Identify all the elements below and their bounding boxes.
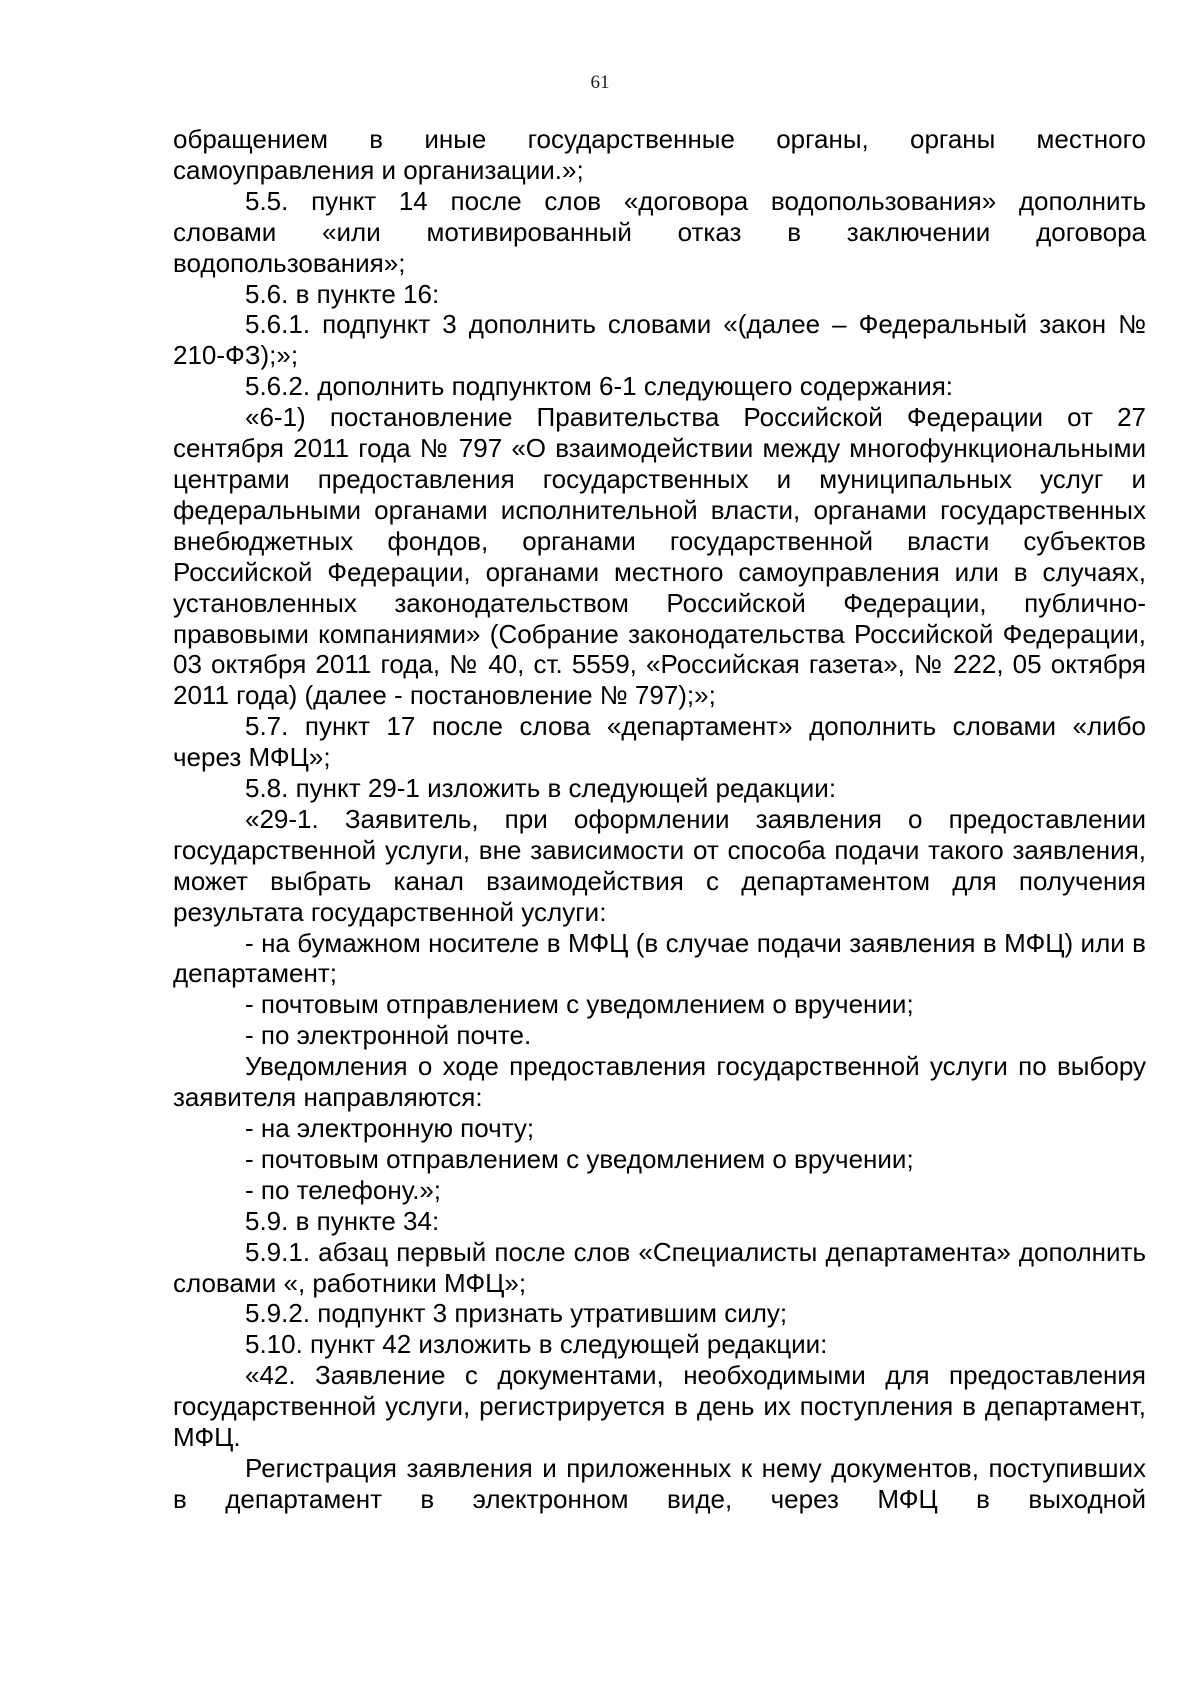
document-body xyxy=(173,124,1146,1515)
paragraph: «42. Заявление с документами, необходимыми для предоставления государственной услуги, регистрируется в день их поступления в департамент, МФЦ. xyxy=(173,1360,1146,1453)
paragraph: обращением в иные государственные органы, органы местного самоуправления и организации.»; xyxy=(173,124,1146,185)
paragraph: 5.8. пункт 29-1 изложить в следующей редакции: xyxy=(245,773,837,804)
paragraph: 5.9.2. подпункт 3 признать утратившим силу; xyxy=(245,1298,788,1329)
page-number: 61 xyxy=(590,72,610,93)
paragraph: - по электронной почте. xyxy=(245,1020,532,1051)
paragraph: - почтовым отправлением с уведомлением о вручении; xyxy=(245,989,914,1020)
paragraph: - на бумажном носителе в МФЦ (в случае подачи заявления в МФЦ) или в департамент; xyxy=(173,927,1146,989)
paragraph: 5.7. пункт 17 после слова «департамент» дополнить словами «либо через МФЦ»; xyxy=(173,711,1146,773)
paragraph: 5.5. пункт 14 после слов «договора водопользования» дополнить словами «или мотивированный отказ в заключении договора водопользования»; xyxy=(173,185,1146,278)
paragraph: Уведомления о ходе предоставления государственной услуги по выбору заявителя направляются: xyxy=(173,1051,1146,1113)
paragraph: «29-1. Заявитель, при оформлении заявления о предоставлении государственной услуги, вне зависимости от способа подачи такого заявления, может выбрать канал взаимодействия с департаментом для получения результата государственной услуги: xyxy=(173,803,1146,927)
paragraph: - на электронную почту; xyxy=(245,1113,535,1143)
paragraph: - почтовым отправлением с уведомлением о вручении; xyxy=(245,1143,914,1174)
paragraph: «6-1) постановление Правительства Российской Федерации от 27 сентября 2011 года № 797 «О взаимодействии между многофункциональными центрами предоставления государственных и муниципальных услуг и федеральными органами исполнительной власти, органами государственных внебюджетных фондов, органами государственной власти субъектов Российской Федерации, органами местного самоуправления или в случаях, установленных законодательством Российской Федерации, публично-правовыми компаниями» (Собрание законодательства Российской Федерации, 03 октября 2011 года, № 40, ст. 5559, «Российская газета», № 222, 05 октября 2011 года) (далее - постановление № 797);»; xyxy=(173,402,1146,711)
paragraph: 5.6.2. дополнить подпунктом 6-1 следующего содержания: xyxy=(245,371,954,402)
paragraph: 5.9. в пункте 34: xyxy=(245,1205,440,1236)
paragraph: 5.10. пункт 42 изложить в следующей редакции: xyxy=(245,1329,828,1360)
paragraph: 5.6. в пункте 16: xyxy=(245,278,440,309)
paragraph: Регистрация заявления и приложенных к нему документов, поступивших в департамент в электронном виде, через МФЦ в выходной xyxy=(173,1452,1146,1514)
paragraph: 5.6.1. подпункт 3 дополнить словами «(далее – Федеральный закон № 210-ФЗ);»; xyxy=(173,309,1146,371)
paragraph: 5.9.1. абзац первый после слов «Специалисты департамента» дополнить словами «, работники МФЦ»; xyxy=(173,1236,1146,1298)
paragraph: - по телефону.»; xyxy=(245,1174,442,1205)
